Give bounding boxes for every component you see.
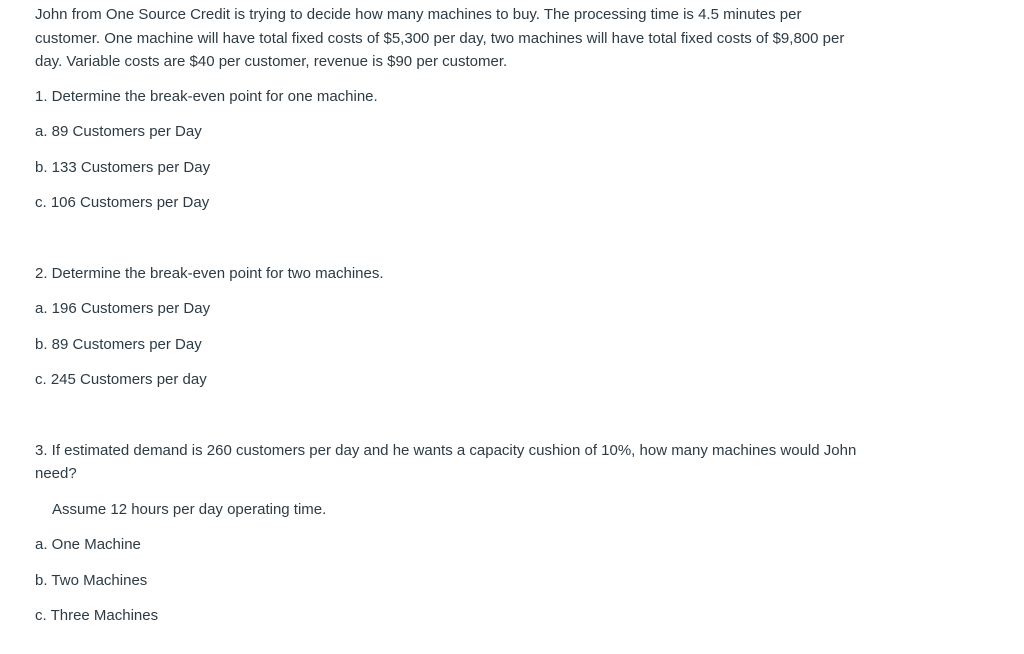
question-3-option-a: a. One Machine	[35, 536, 141, 553]
question-2-option-b: b. 89 Customers per Day	[35, 335, 202, 353]
question-1-option-b: b. 133 Customers per Day	[35, 158, 211, 176]
question-2: 2. Determine the break-even point for two machines.	[35, 264, 384, 282]
question-3: 3. If estimated demand is 260 customers per day and he wants a capacity cushion of 10%, how many machines would John need?	[35, 441, 857, 482]
question-3-option-b: b. Two Machines	[35, 571, 148, 589]
question-1-option-c: c. 106 Customers per Day	[35, 194, 210, 211]
question-2-option-c: c. 245 Customers per day	[35, 371, 207, 388]
question-1-option-a: a. 89 Customers per Day	[35, 123, 202, 140]
problem-document	[35, 3, 865, 628]
question-3-option-c: c. Three Machines	[35, 607, 159, 624]
question-3-assumption: Assume 12 hours per day operating time.	[52, 500, 327, 518]
question-1: 1. Determine the break-even point for one machine.	[35, 87, 378, 105]
question-2-option-a: a. 196 Customers per Day	[35, 300, 211, 317]
problem-intro: John from One Source Credit is trying to decide how many machines to buy. The processing time is 4.5 minutes per customer. One machine will have total fixed costs of $5,300 per day, two machines will have total fixed costs of $9,800 per day. Variable costs are $40 per customer, revenue is $90 per customer.	[35, 6, 845, 70]
